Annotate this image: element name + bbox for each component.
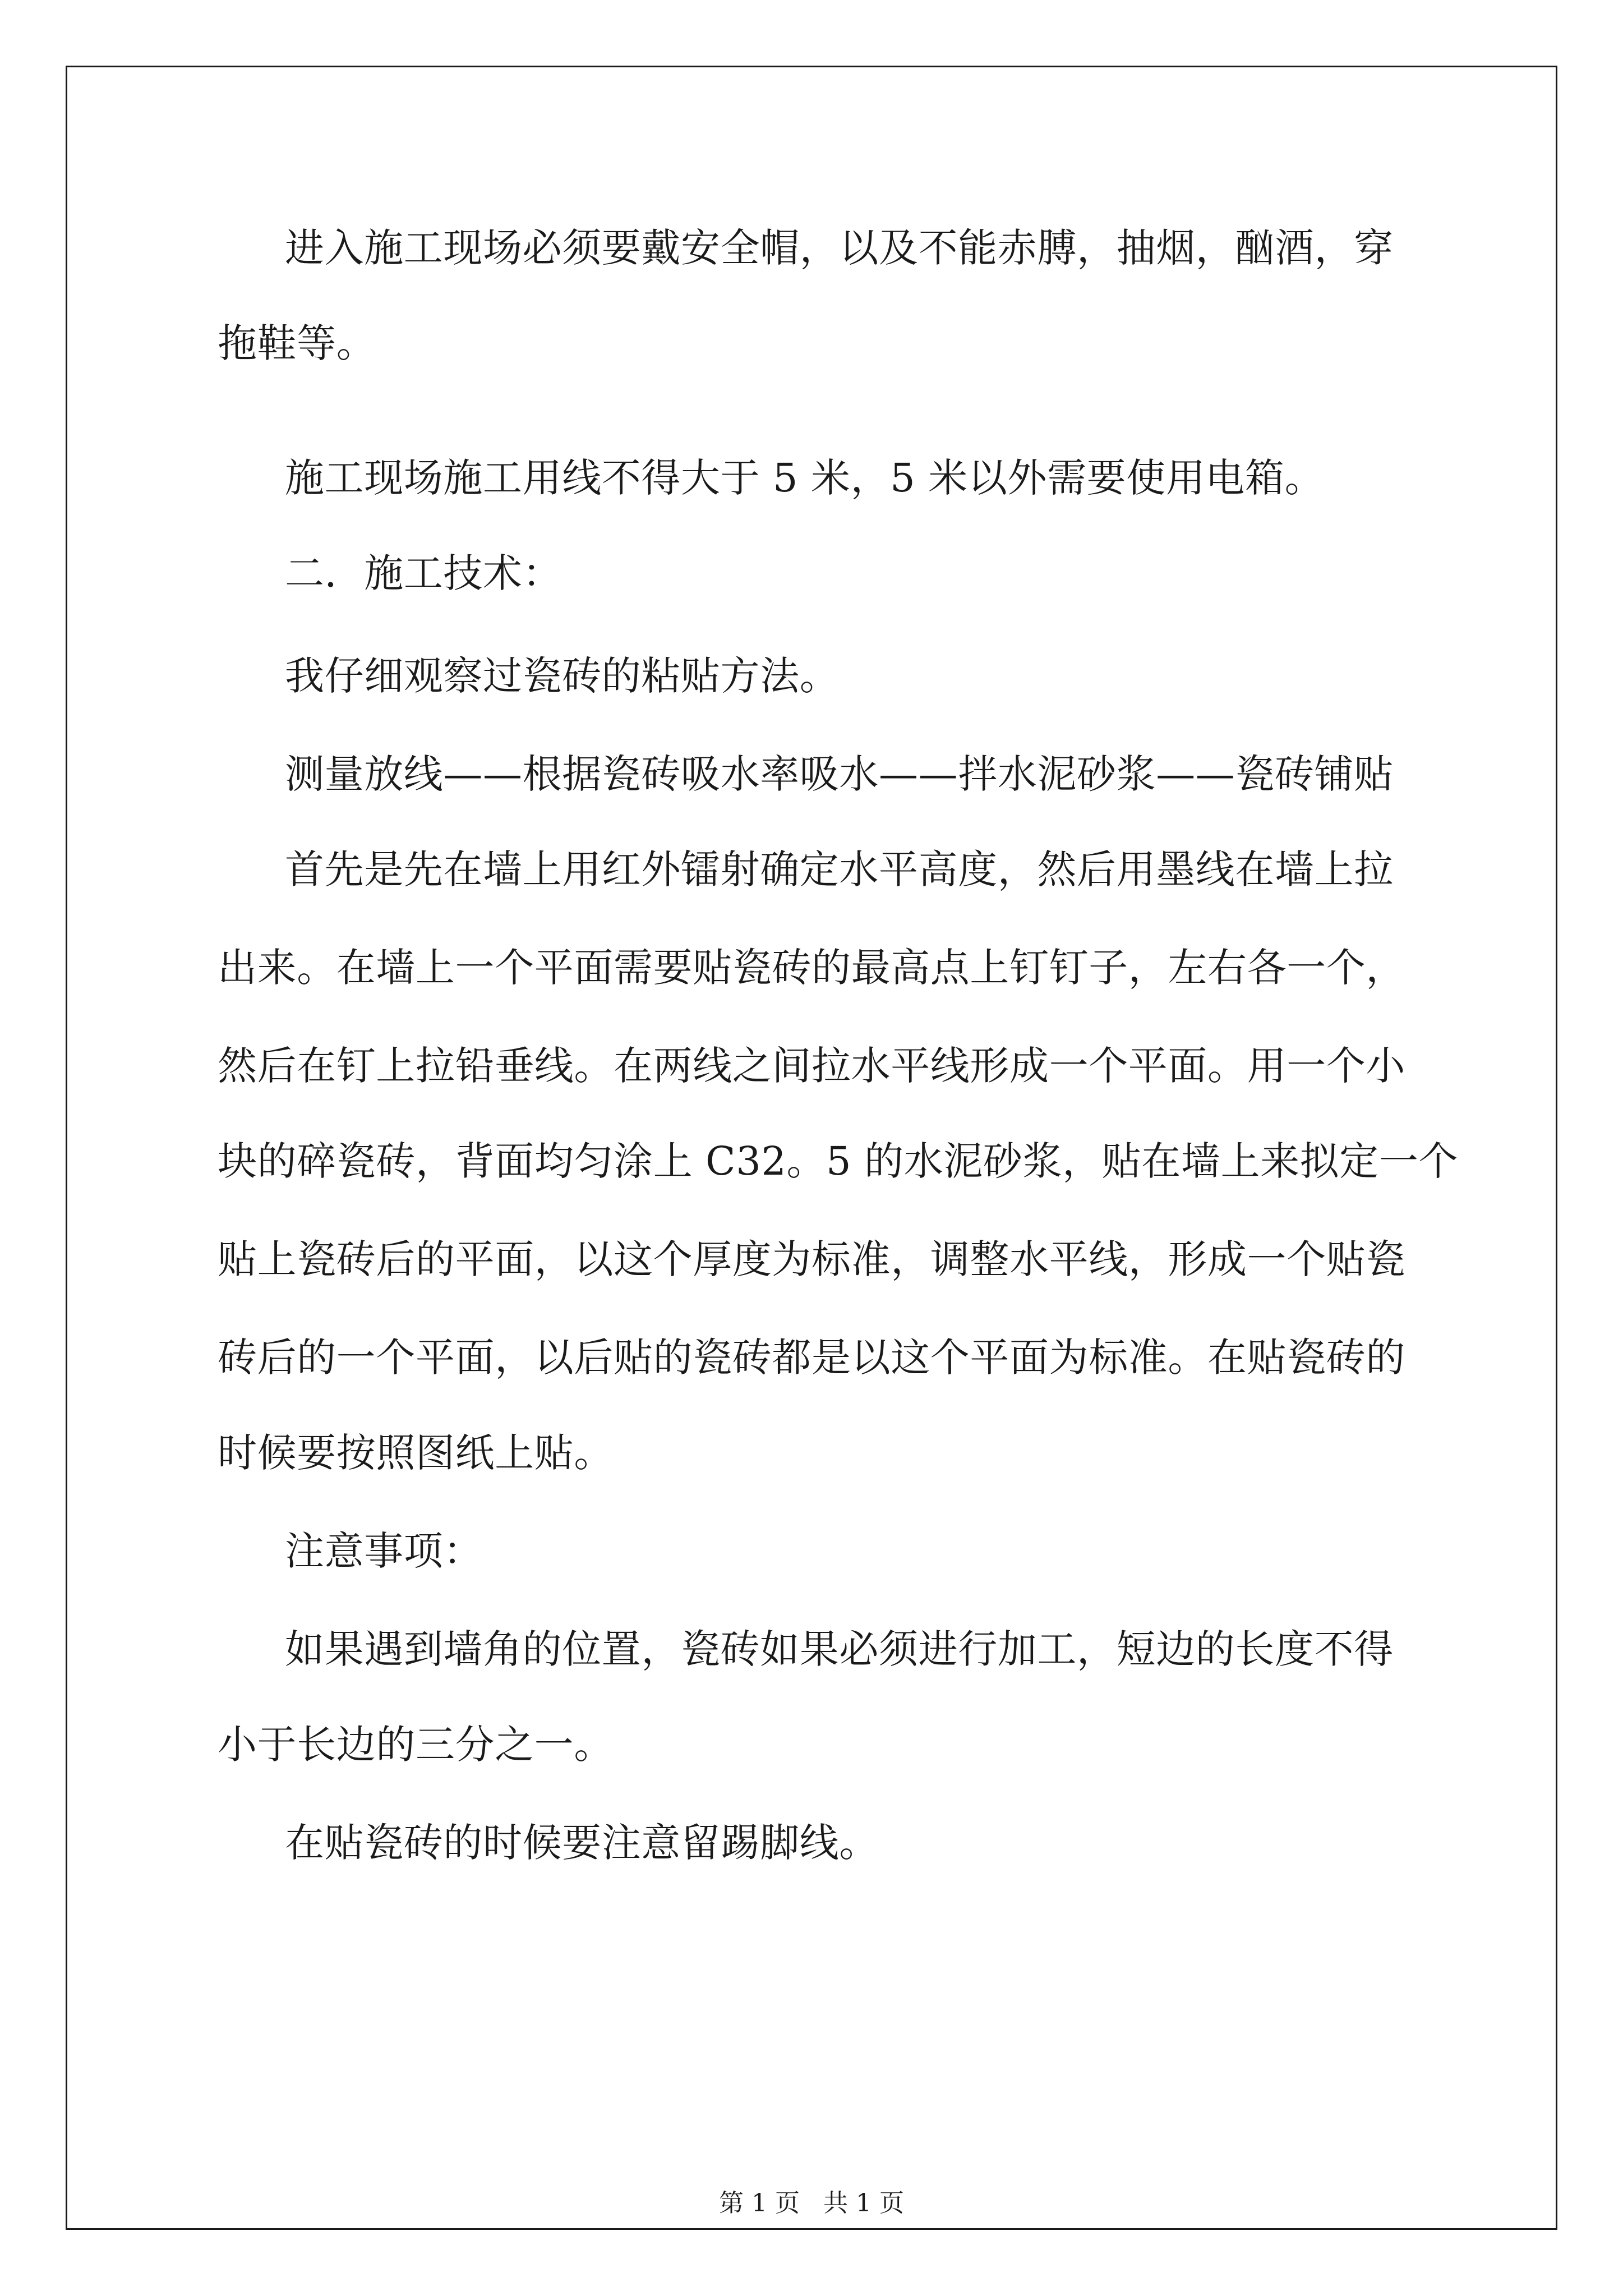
- page-footer: 第 1 页 共 1 页: [719, 2189, 904, 2217]
- paragraph-line: 块的碎瓷砖，背面均匀涂上 C32。5 的水泥砂浆，贴在墙上来拟定一个: [218, 1138, 1459, 1184]
- paragraph-line: 进入施工现场必须要戴安全帽，以及不能赤膊，抽烟，酗酒，穿: [285, 225, 1394, 271]
- paragraph-line: 砖后的一个平面，以后贴的瓷砖都是以这个平面为标准。在贴瓷砖的: [218, 1335, 1405, 1381]
- paragraph-line: 如果遇到墙角的位置，瓷砖如果必须进行加工，短边的长度不得: [285, 1626, 1394, 1672]
- document-body: [67, 67, 1556, 2228]
- paragraph-line: 施工现场施工用线不得大于 5 米，5 米以外需要使用电箱。: [285, 455, 1325, 501]
- paragraph-line: 然后在钉上拉铅垂线。在两线之间拉水平线形成一个平面。用一个小: [218, 1043, 1405, 1089]
- paragraph-line: 在贴瓷砖的时候要注意留踢脚线。: [285, 1820, 879, 1866]
- page-frame: [66, 66, 1557, 2230]
- paragraph-line: 我仔细观察过瓷砖的粘贴方法。: [285, 653, 840, 699]
- paragraph-line: 首先是先在墙上用红外镭射确定水平高度，然后用墨线在墙上拉: [285, 846, 1394, 892]
- section-heading: 二．施工技术：: [285, 550, 562, 596]
- paragraph-line: 贴上瓷砖后的平面，以这个厚度为标准，调整水平线，形成一个贴瓷: [218, 1236, 1405, 1282]
- section-heading: 注意事项：: [285, 1528, 483, 1574]
- paragraph-line: 拖鞋等。: [218, 320, 376, 366]
- paragraph-line: 出来。在墙上一个平面需要贴瓷砖的最高点上钉钉子，左右各一个，: [218, 945, 1405, 991]
- paragraph-line: 测量放线——根据瓷砖吸水率吸水——拌水泥砂浆——瓷砖铺贴: [285, 751, 1394, 797]
- paragraph-line: 小于长边的三分之一。: [218, 1722, 614, 1768]
- paragraph-line: 时候要按照图纸上贴。: [218, 1430, 614, 1476]
